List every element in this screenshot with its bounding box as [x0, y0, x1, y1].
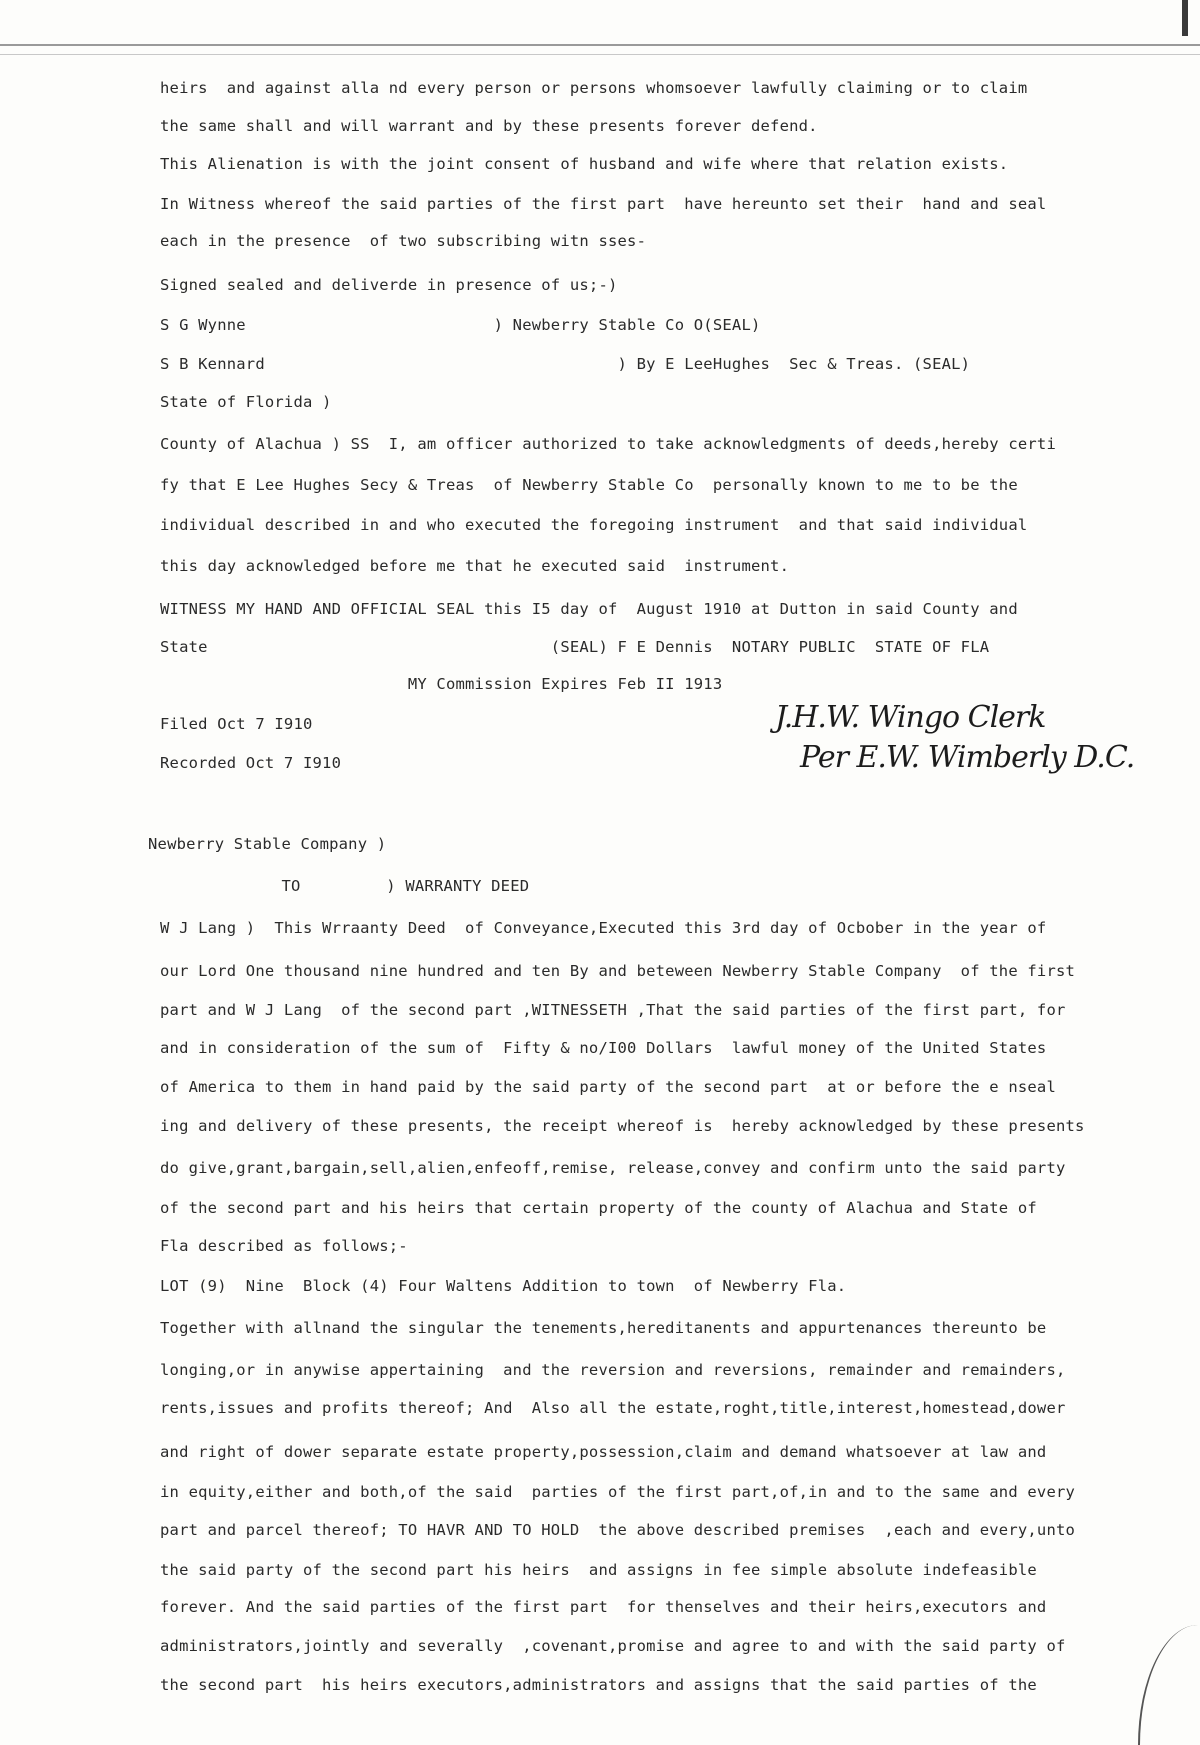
deed1-line-5: each in the presence of two subscribing witn sses- — [160, 232, 647, 250]
deed2-line-18: forever. And the said parties of the first part for thenselves and their heirs,executors and — [160, 1598, 1047, 1616]
deed2-line-14: and right of dower separate estate property,possession,claim and demand whatsoever at law and — [160, 1443, 1047, 1461]
page-top-rule — [0, 44, 1200, 55]
deed2-line-8: of the second part and his heirs that certain property of the county of Alachua and State of — [160, 1199, 1037, 1217]
deed2-line-2: our Lord One thousand nine hundred and ten By and beteween Newberry Stable Company of the first — [160, 962, 1076, 980]
deed2-line-10: LOT (9) Nine Block (4) Four Waltens Addition to town of Newberry Fla. — [160, 1277, 847, 1295]
deed1-line-15: State (SEAL) F E Dennis NOTARY PUBLIC STATE OF FLA — [160, 638, 990, 656]
deed1-line-4: In Witness whereof the said parties of the first part have hereunto set their hand and seal — [160, 195, 1047, 213]
deed1-line-10: County of Alachua ) SS I, am officer authorized to take acknowledgments of deeds,hereby certi — [160, 435, 1056, 453]
deed1-line-12: individual described in and who executed the foregoing instrument and that said individual — [160, 516, 1028, 534]
deed1-line-1: heirs and against alla nd every person or persons whomsoever lawfully claiming or to claim — [160, 79, 1028, 97]
deed2-line-13: rents,issues and profits thereof; And Also all the estate,roght,title,interest,homestead,dower — [160, 1399, 1066, 1417]
deed1-line-2: the same shall and will warrant and by these presents forever defend. — [160, 117, 818, 135]
clerk-signature: J.H.W. Wingo Clerk — [775, 700, 1046, 735]
deed2-line-15: in equity,either and both,of the said parties of the first part,of,in and to the same and every — [160, 1483, 1076, 1501]
deed2-header-title: TO ) WARRANTY DEED — [148, 877, 530, 895]
deed2-line-9: Fla described as follows;- — [160, 1237, 408, 1255]
deed1-line-18: Recorded Oct 7 I910 — [160, 754, 342, 772]
deed1-line-3: This Alienation is with the joint consent of husband and wife where that relation exists. — [160, 155, 1009, 173]
deed1-line-8: S B Kennard ) By E LeeHughes Sec & Treas. (SEAL) — [160, 355, 971, 373]
deed2-line-6: ing and delivery of these presents, the receipt whereof is hereby acknowledged by these presents — [160, 1117, 1085, 1135]
page-edge-mark — [1182, 0, 1188, 36]
page-corner-curl — [1138, 1625, 1200, 1745]
deed2-line-5: of America to them in hand paid by the said party of the second part at or before the e nseal — [160, 1078, 1056, 1096]
deputy-clerk-signature: Per E.W. Wimberly D.C. — [800, 740, 1135, 775]
deed2-line-1: W J Lang ) This Wrraanty Deed of Conveyance,Executed this 3rd day of Ocbober in the year of — [160, 919, 1047, 937]
deed1-line-14: WITNESS MY HAND AND OFFICIAL SEAL this I5 day of August 1910 at Dutton in said County and — [160, 600, 1018, 618]
deed1-line-6: Signed sealed and deliverde in presence of us;-) — [160, 276, 618, 294]
deed2-line-11: Together with allnand the singular the tenements,hereditanents and appurtenances thereunto be — [160, 1319, 1047, 1337]
deed1-line-16: MY Commission Expires Feb II 1913 — [160, 675, 723, 693]
deed2-line-7: do give,grant,bargain,sell,alien,enfeoff,remise, release,convey and confirm unto the said party — [160, 1159, 1066, 1177]
deed2-line-19: administrators,jointly and severally ,covenant,promise and agree to and with the said party of — [160, 1637, 1066, 1655]
deed2-header-grantor: Newberry Stable Company ) — [148, 835, 387, 853]
deed2-line-12: longing,or in anywise appertaining and the reversion and reversions, remainder and remainders, — [160, 1361, 1066, 1379]
deed1-line-9: State of Florida ) — [160, 393, 332, 411]
deed2-line-3: part and W J Lang of the second part ,WITNESSETH ,That the said parties of the first part, for — [160, 1001, 1066, 1019]
deed2-line-4: and in consideration of the sum of Fifty & no/I00 Dollars lawful money of the United States — [160, 1039, 1047, 1057]
deed2-line-16: part and parcel thereof; TO HAVR AND TO HOLD the above described premises ,each and every,unto — [160, 1521, 1076, 1539]
deed1-line-11: fy that E Lee Hughes Secy & Treas of Newberry Stable Co personally known to me to be the — [160, 476, 1018, 494]
deed1-line-13: this day acknowledged before me that he executed said instrument. — [160, 557, 790, 575]
deed1-line-17: Filed Oct 7 I910 — [160, 715, 313, 733]
deed2-line-17: the said party of the second part his heirs and assigns in fee simple absolute indefeasible — [160, 1561, 1037, 1579]
deed2-line-20: the second part his heirs executors,administrators and assigns that the said parties of the — [160, 1676, 1037, 1694]
deed1-line-7: S G Wynne ) Newberry Stable Co O(SEAL) — [160, 316, 761, 334]
